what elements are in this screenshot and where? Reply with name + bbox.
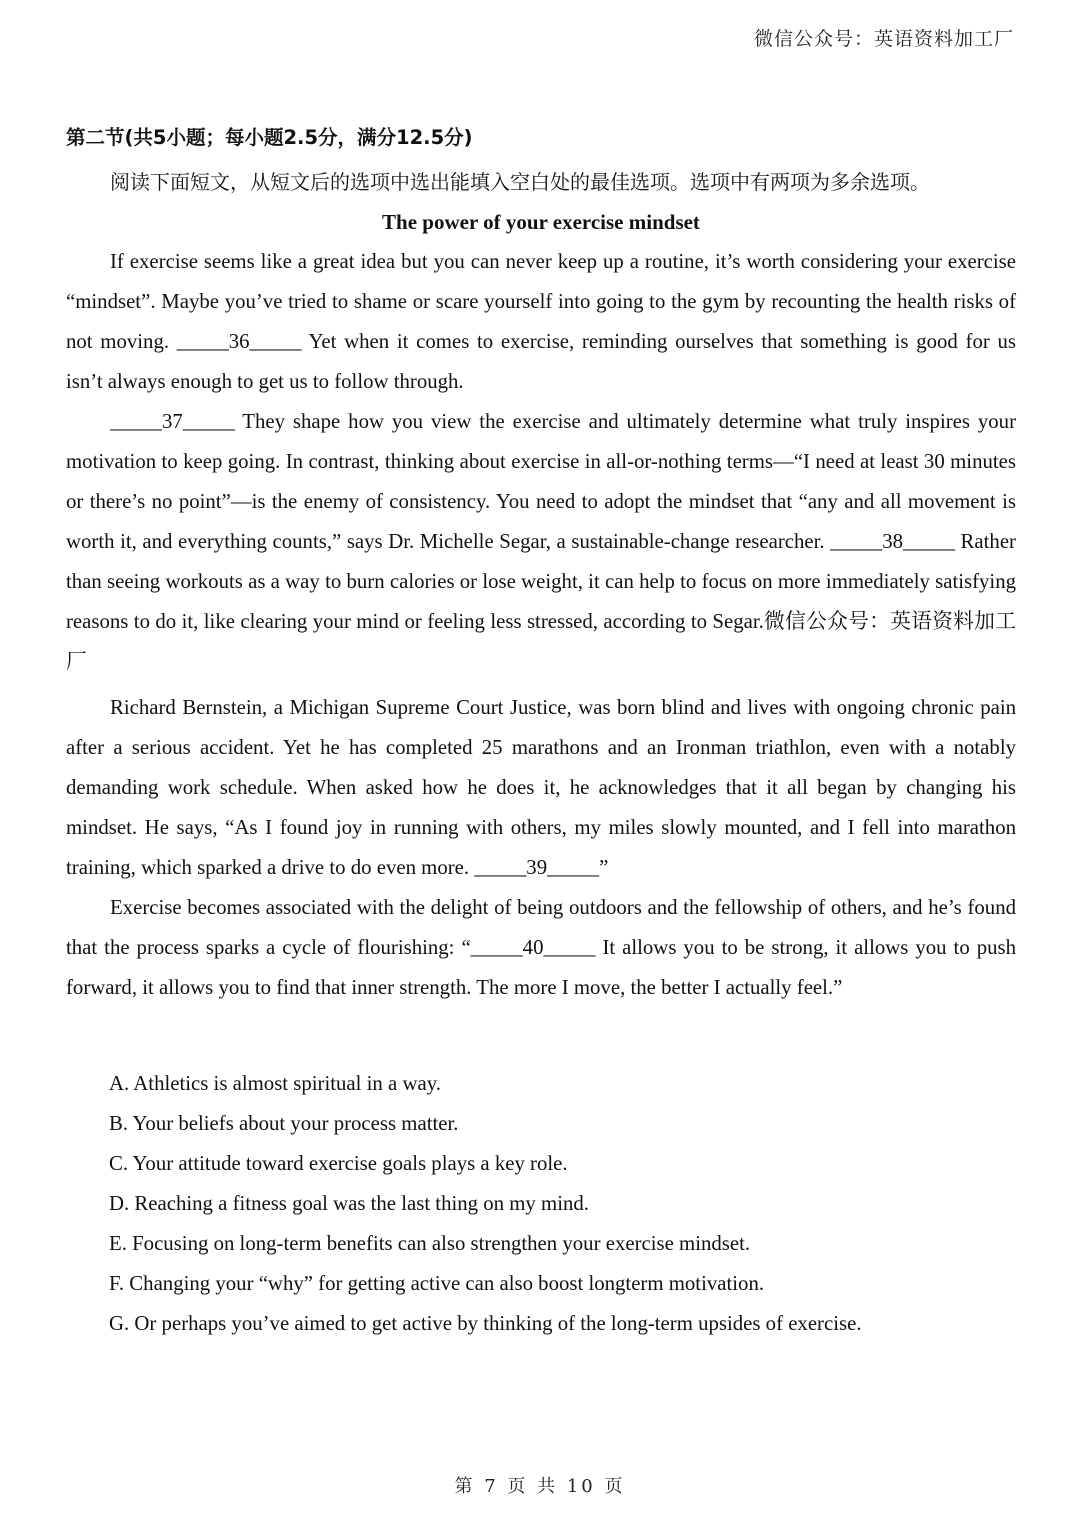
option-e: E. Focusing on long-term benefits can also strengthen your exercise mindset. — [109, 1232, 751, 1255]
option-g: G. Or perhaps you’ve aimed to get active by thinking of the long-term upsides of exercise. — [109, 1312, 862, 1335]
option-f: F. Changing your “why” for getting active can also boost longterm motivation. — [109, 1272, 765, 1295]
passage-paragraph-3: Richard Bernstein, a Michigan Supreme Court Justice, was born blind and lives with ongoing chronic pain after a serious accident. Yet he has completed 25 marathons and an Ironman triathlon, even with a notably demanding work schedule. When asked how he does it, he acknowledges that it all began by changing his mindset. He says, “As I found joy in running with others, my miles slowly mounted, and I fell into marathon training, which sparked a drive to do even more. _____39_____” — [66, 696, 1016, 879]
option-b: B. Your beliefs about your process matter. — [109, 1112, 459, 1135]
option-a: A. Athletics is almost spiritual in a way. — [109, 1072, 441, 1095]
passage-paragraph-4: Exercise becomes associated with the delight of being outdoors and the fellowship of others, and he’s found that the process sparks a cycle of flourishing: “_____40_____ It allows you to be strong, it allows you to push forward, it allows you to find that inner strength. The more I move, the better I actually feel.” — [66, 896, 1016, 999]
exam-page — [66, 120, 1016, 1344]
option-d: D. Reaching a fitness goal was the last thing on my mind. — [109, 1192, 589, 1215]
passage-paragraph-1: If exercise seems like a great idea but you can never keep up a routine, it’s worth considering your exercise “mindset”. Maybe you’ve tried to shame or scare yourself into going to the gym by recounting the health risks of not moving. _____36_____ Yet when it comes to exercise, reminding ourselves that something is good for us isn’t always enough to get us to follow through. — [66, 250, 1016, 393]
page-number: 第 7 页 共 10 页 — [454, 1476, 626, 1497]
passage-title: The power of your exercise mindset — [382, 210, 700, 234]
section-instruction: 阅读下面短文，从短文后的选项中选出能填入空白处的最佳选项。选项中有两项为多余选项。 — [110, 170, 930, 194]
options-list — [66, 1064, 1016, 1344]
header-watermark: 微信公众号：英语资料加工厂 — [753, 28, 1014, 50]
section-title: 第二节(共5小题；每小题2.5分，满分12.5分) — [66, 126, 473, 149]
passage-paragraph-2: _____37_____ They shape how you view the exercise and ultimately determine what truly inspires your motivation to keep going. In contrast, thinking about exercise in all-or-nothing terms—“I need at least 30 minutes or there’s no point”—is the enemy of consistency. You need to adopt the mindset that “any and all movement is worth it, and everything counts,” says Dr. Michelle Segar, a sustainable-change researcher. _____38_____ Rather than seeing workouts as a way to burn calories or lose weight, it can help to focus on more immediately satisfying reasons to do it, like clearing your mind or feeling less stressed, according to Segar.微信公众号：英语资料加工厂 — [66, 410, 1016, 673]
option-c: C. Your attitude toward exercise goals plays a key role. — [109, 1152, 568, 1175]
